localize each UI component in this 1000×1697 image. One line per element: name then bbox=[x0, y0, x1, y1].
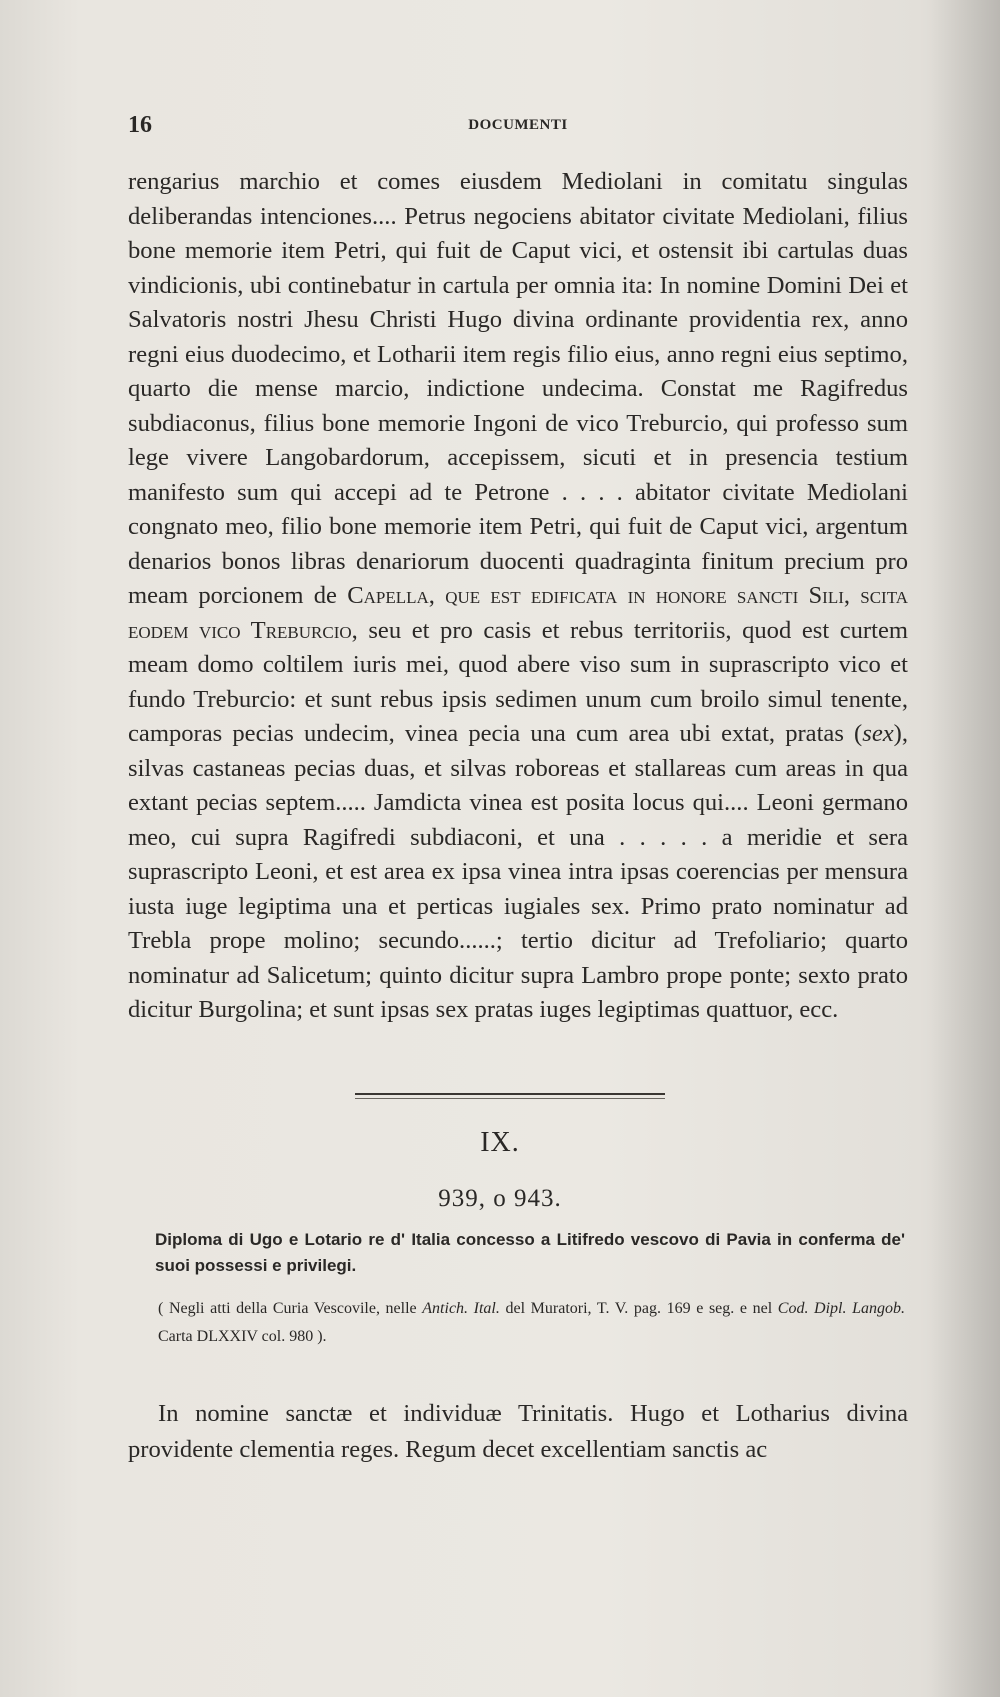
source-note-part-2: del Muratori, T. V. pag. 169 e seg. e nel bbox=[499, 1300, 778, 1317]
document-title: Diploma di Ugo e Lotario re d' Italia concesso a Litifredo vescovo di Pavia in conferma de' suoi possessi e privilegi. bbox=[155, 1230, 905, 1275]
document-date: 939, o 943. bbox=[438, 1185, 562, 1212]
small-caps-phrase: Capella, que est edificata in honore sancti Sili, scita eodem vico Treburcio bbox=[128, 582, 909, 644]
italic-word: sex bbox=[862, 720, 894, 747]
source-italic-1: Antich. Ital. bbox=[422, 1300, 500, 1317]
body-text-part-1: rengarius marchio et comes eiusdem Mediolani in comitatu singulas deliberandas intenciones.... Petrus negociens abitator civitate Mediolani, filius bone memorie item Petri, qui fuit de Caput vici, et ostensit ibi cartulas duas vindicionis, ubi continebatur in cartula per omnia ita: In nomine Domini Dei et Salvatoris nostri Jhesu Christi Hugo divina ordinante providentia rex, anno regni eius duodecimo, et Lotharii item regis filio eius, anno regni eius septimo, quarto die mense marcio, indictione undecima. Constat me Ragifredus subdiaconus, filius bone memorie Ingoni de vico Treburcio, qui professo sum lege vivere Langobardorum, accepissem, sicuti et in presencia testium manifesto sum qui accepi ad te Petrone . . . . abitator civitate Mediolani congnato meo, filio bone memorie item Petri, qui fuit de Caput vici, argentum denarios bonos libras denariorum duocenti quadraginta finitum precium pro meam porcionem de bbox=[128, 168, 908, 609]
running-head bbox=[128, 112, 908, 142]
running-title: DOCUMENTI bbox=[468, 117, 568, 133]
document-number: IX. bbox=[480, 1127, 520, 1158]
body-text-part-2: , seu et pro casis et rebus territoriis, quod est curtem meam domo coltilem iuris mei, quod abere viso sum in suprascripto vico et fundo Treburcio: et sunt rebus ipsis sedimen unum cum broilo simul tenente, camporas pecias undecim, vinea pecia una cum area ubi extat, pratas ( bbox=[128, 616, 909, 747]
source-italic-2: Cod. Dipl. Langob. bbox=[777, 1300, 906, 1317]
body-text-part-3: ), silvas castaneas pecias duas, et silvas roboreas et stallareas cum areas in qua extant pecias septem..... Jamdicta vinea est posita locus qui.... Leoni germano meo, cui supra Ragifredi subdiaconi, et una . . . . . a meridie et sera suprascripto Leoni, et est area ex ipsa vinea intra ipsas coerencias per mensura iusta iuge legiptima una et perticas iugiales sex. Primo prato nominatur ad Trebla prope molino; secundo......; tertio dicitur ad Trefoliario; quarto nominatur ad Salicetum; quinto dicitur supra Lambro prope ponte; sexto prato dicitur Burgolina; et sunt ipsas sex pratas iuges legiptimas quattuor, ecc. bbox=[128, 720, 908, 1023]
page-gutter-shadow bbox=[930, 0, 1000, 1697]
source-note bbox=[158, 1295, 905, 1351]
source-note-part-3: Carta DLXXIV col. 980 ). bbox=[158, 1328, 327, 1345]
section-divider bbox=[355, 1093, 665, 1099]
body-paragraph bbox=[128, 165, 908, 1028]
page-number: 16 bbox=[128, 112, 152, 138]
source-note-part-1: ( Negli atti della Curia Vescovile, nelle bbox=[158, 1300, 423, 1317]
diploma-text: In nomine sanctæ et individuæ Trinitatis. Hugo et Lotharius divina providente clementia reges. Regum decet excellentiam sanctis ac bbox=[128, 1400, 908, 1463]
